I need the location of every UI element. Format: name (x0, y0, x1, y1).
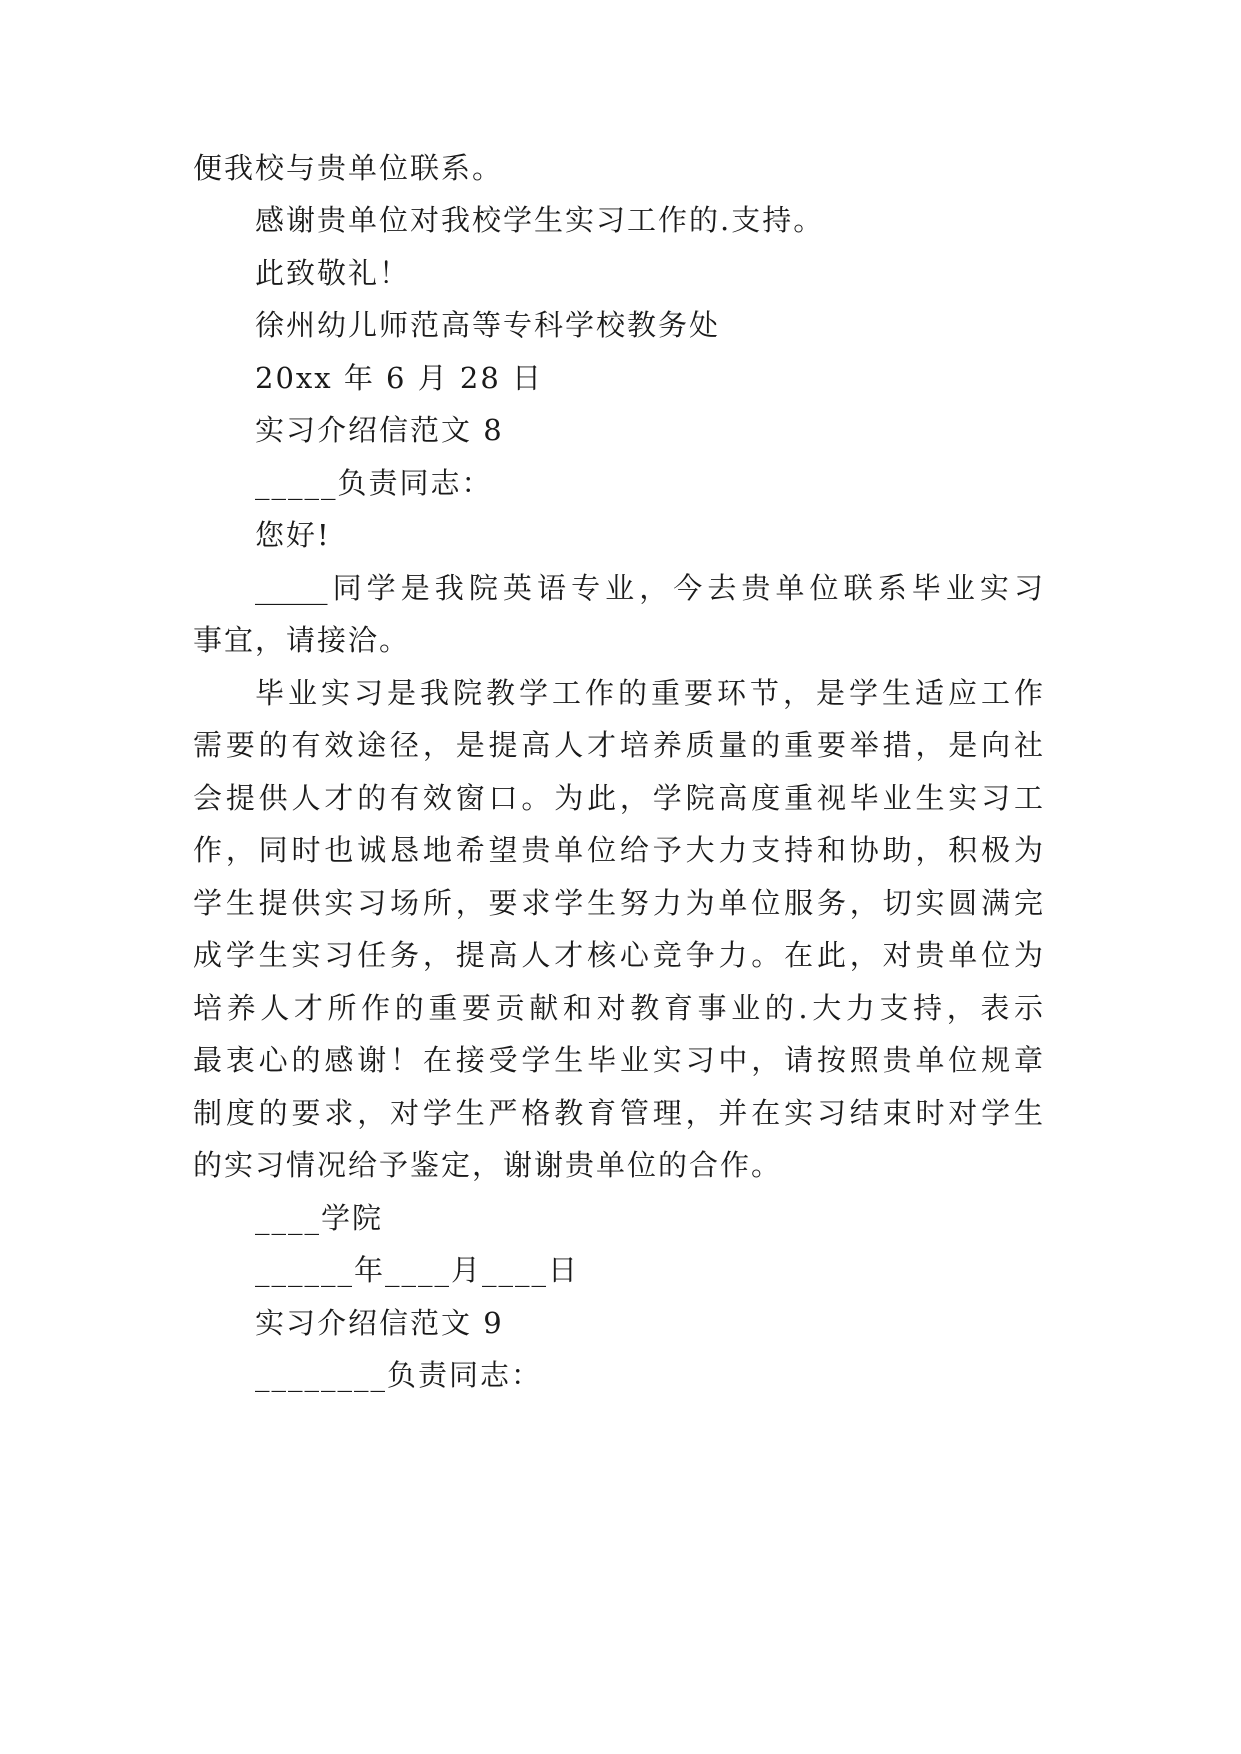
salutation: _____负责同志： (255, 466, 493, 500)
salutation: ________负责同志： (255, 1358, 543, 1392)
text-line: 便我校与贵单位联系。 (193, 151, 504, 185)
paragraph-line: _____同学是我院英语专业，今去贵单位联系毕业实习 (255, 571, 1043, 605)
paragraph-line: 事宜，请接洽。 (193, 623, 411, 657)
text-line: 20xx 年 6 月 28 日 (255, 361, 544, 395)
paragraph-line: 会提供人才的有效窗口。为此，学院高度重视毕业生实习工 (193, 781, 1043, 815)
paragraph-line: 成学生实习任务，提高人才核心竞争力。在此，对贵单位为 (193, 938, 1043, 972)
signature-date: ______年____月____日 (255, 1253, 580, 1287)
text-line: 此致敬礼！ (255, 256, 411, 290)
text-line: 感谢贵单位对我校学生实习工作的.支持。 (255, 203, 825, 237)
paragraph-line: 学生提供实习场所，要求学生努力为单位服务，切实圆满完 (193, 886, 1043, 920)
paragraph-line: 培养人才所作的重要贡献和对教育事业的.大力支持，表示 (193, 991, 1043, 1025)
paragraph-line: 的实习情况给予鉴定，谢谢贵单位的合作。 (193, 1148, 783, 1182)
greeting: 您好! (255, 518, 331, 552)
paragraph-line: 作，同时也诚恳地希望贵单位给予大力支持和协助，积极为 (193, 833, 1043, 867)
section-heading: 实习介绍信范文 8 (255, 413, 504, 447)
section-heading: 实习介绍信范文 9 (255, 1306, 504, 1340)
paragraph-line: 需要的有效途径，是提高人才培养质量的重要举措，是向社 (193, 728, 1043, 762)
paragraph-line: 制度的要求，对学生严格教育管理，并在实习结束时对学生 (193, 1096, 1043, 1130)
signature-school: ____学院 (255, 1201, 384, 1235)
text-line: 徐州幼儿师范高等专科学校教务处 (255, 308, 721, 342)
paragraph-line: 最衷心的感谢！在接受学生毕业实习中，请按照贵单位规章 (193, 1043, 1043, 1077)
paragraph-line: 毕业实习是我院教学工作的重要环节，是学生适应工作 (255, 676, 1043, 710)
